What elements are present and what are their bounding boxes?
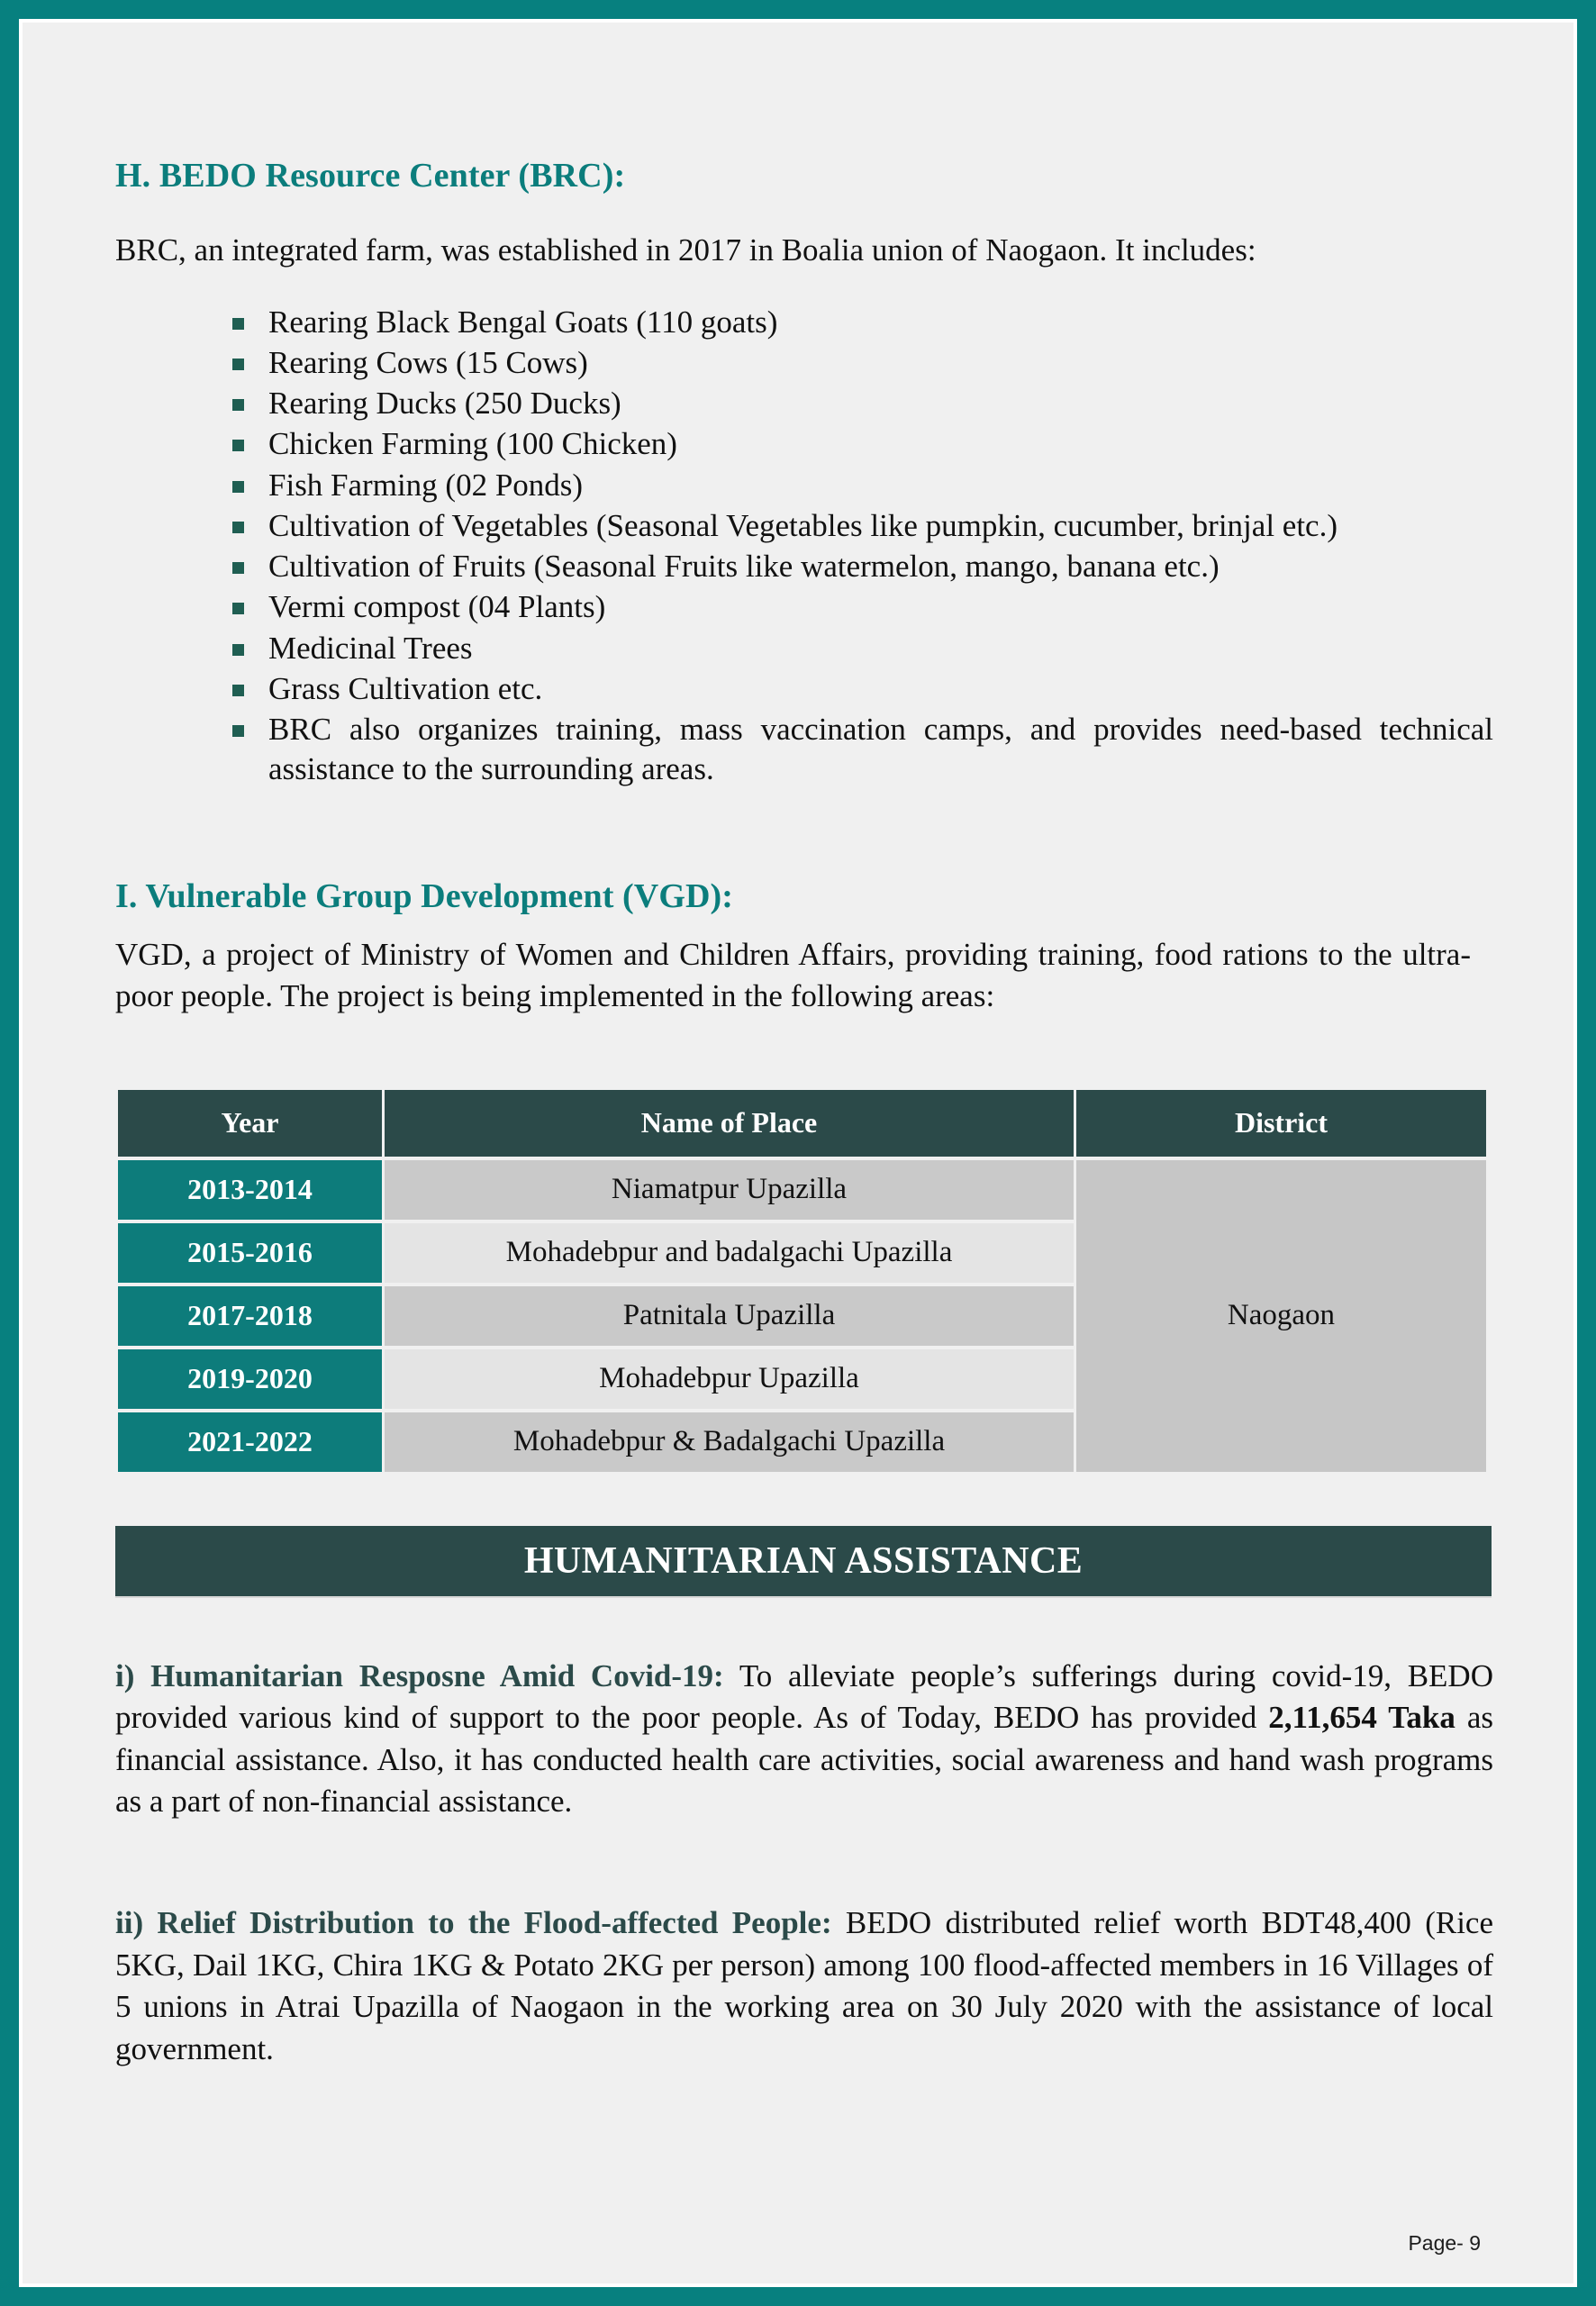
page-sheet bbox=[23, 23, 1573, 2283]
list-item-label: Vermi compost (04 Plants) bbox=[268, 589, 606, 625]
square-bullet-icon bbox=[232, 481, 244, 493]
square-bullet-icon bbox=[232, 440, 244, 451]
document-content bbox=[115, 156, 1493, 2070]
list-item-label: Rearing Cows (15 Cows) bbox=[268, 344, 588, 380]
table-row bbox=[118, 1160, 1486, 1220]
list-item bbox=[232, 547, 1493, 586]
list-item-label: Chicken Farming (100 Chicken) bbox=[268, 426, 677, 462]
vgd-heading-wrap bbox=[115, 876, 1493, 916]
list-item-label: Rearing Ducks (250 Ducks) bbox=[268, 386, 621, 422]
heading-brc: H. BEDO Resource Center (BRC): bbox=[115, 157, 626, 195]
list-item bbox=[232, 343, 1493, 383]
cell-place: Mohadebpur & Badalgachi Upazilla bbox=[385, 1412, 1074, 1472]
heading-vgd: I. Vulnerable Group Development (VGD): bbox=[115, 876, 734, 915]
vgd-table bbox=[115, 1086, 1489, 1475]
list-item-label: Cultivation of Fruits (Seasonal Fruits like watermelon, mango, banana etc.) bbox=[268, 549, 1220, 585]
square-bullet-icon bbox=[232, 685, 244, 696]
square-bullet-icon bbox=[232, 644, 244, 656]
paragraph-lead-in: i) Humanitarian Resposne Amid Covid-19: bbox=[115, 1657, 724, 1693]
cell-year: 2017-2018 bbox=[118, 1286, 382, 1346]
list-item-label: Grass Cultivation etc. bbox=[268, 670, 543, 706]
vgd-intro-paragraph: VGD, a project of Ministry of Women and Children Affairs, providing training, food rations to the ultra-poor people. The project is being implemented in the following areas: bbox=[115, 936, 1471, 1014]
list-item-label: Medicinal Trees bbox=[268, 630, 473, 666]
list-item-label: Cultivation of Vegetables (Seasonal Vegetables like pumpkin, cucumber, brinjal etc.) bbox=[268, 507, 1338, 543]
brc-intro-paragraph: BRC, an integrated farm, was established in 2017 in Boalia union of Naogaon. It includes: bbox=[115, 232, 1256, 268]
column-header-year: Year bbox=[118, 1090, 382, 1157]
paragraph-bold-value: 2,11,654 Taka bbox=[1268, 1700, 1455, 1736]
list-item bbox=[232, 424, 1493, 464]
list-item-label: Rearing Black Bengal Goats (110 goats) bbox=[268, 304, 778, 340]
cell-place: Mohadebpur and badalgachi Upazilla bbox=[385, 1223, 1074, 1283]
square-bullet-icon bbox=[232, 318, 244, 330]
list-item bbox=[232, 303, 1493, 342]
square-bullet-icon bbox=[232, 603, 244, 614]
column-header-district: District bbox=[1076, 1090, 1486, 1157]
square-bullet-icon bbox=[232, 725, 244, 737]
humanitarian-paragraph-flood bbox=[115, 1902, 1493, 2070]
humanitarian-assistance-banner: HUMANITARIAN ASSISTANCE bbox=[115, 1526, 1492, 1596]
cell-year: 2021-2022 bbox=[118, 1412, 382, 1472]
table-header-row bbox=[118, 1090, 1486, 1157]
cell-year: 2013-2014 bbox=[118, 1160, 382, 1220]
list-item bbox=[232, 587, 1493, 627]
square-bullet-icon bbox=[232, 359, 244, 370]
list-item bbox=[232, 669, 1493, 709]
paragraph-body-before: To alleviate people’s sufferings during covid-19, BEDO provided various kind of support to the poor people. As of Today, BEDO has provided bbox=[115, 1657, 1493, 1736]
brc-bullet-list bbox=[115, 303, 1493, 790]
list-item-label: Fish Farming (02 Ponds) bbox=[268, 467, 584, 503]
cell-district: Naogaon bbox=[1076, 1160, 1486, 1472]
column-header-place: Name of Place bbox=[385, 1090, 1074, 1157]
square-bullet-icon bbox=[232, 522, 244, 533]
paragraph-body-before: BEDO distributed relief worth BDT48,400 (Rice 5KG, Dail 1KG, Chira 1KG & Potato 2KG per person) among 100 flood-affected members in 16 Villages of 5 unions in Atrai Upazilla of Naogaon in the working area on 30 July 2020 with the assistance of local government. bbox=[115, 1905, 1493, 2066]
paragraph-lead-in: ii) Relief Distribution to the Flood-affected People: bbox=[115, 1905, 832, 1941]
list-item bbox=[232, 506, 1493, 546]
list-item bbox=[232, 629, 1493, 668]
cell-place: Mohadebpur Upazilla bbox=[385, 1349, 1074, 1409]
cell-place: Patnitala Upazilla bbox=[385, 1286, 1074, 1346]
list-item bbox=[232, 384, 1493, 423]
humanitarian-paragraph-covid bbox=[115, 1656, 1493, 1823]
list-item bbox=[232, 466, 1493, 505]
square-bullet-icon bbox=[232, 399, 244, 411]
square-bullet-icon bbox=[232, 562, 244, 574]
cell-place: Niamatpur Upazilla bbox=[385, 1160, 1074, 1220]
paragraph-body-after: as financial assistance. Also, it has conducted health care activities, social awareness and hand wash programs as a part of non-financial assistance. bbox=[115, 1700, 1493, 1820]
page-footer: Page- 9 bbox=[1408, 2231, 1481, 2255]
cell-year: 2019-2020 bbox=[118, 1349, 382, 1409]
list-item-label: BRC also organizes training, mass vaccination camps, and provides need-based technical assistance to the surrounding areas. bbox=[268, 712, 1493, 787]
list-item bbox=[232, 710, 1493, 790]
banner-underline bbox=[115, 1596, 1492, 1598]
cell-year: 2015-2016 bbox=[118, 1223, 382, 1283]
